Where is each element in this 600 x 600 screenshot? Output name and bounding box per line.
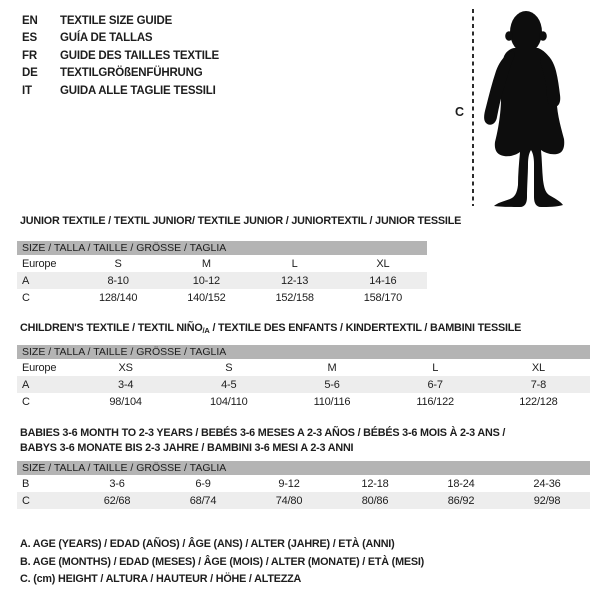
size-value: 98/104 (109, 395, 142, 408)
size-value: L (291, 257, 298, 270)
size-value: 5-6 (324, 378, 340, 391)
table-row (17, 289, 427, 306)
babies-size-grid (17, 475, 590, 509)
language-row (22, 13, 219, 30)
language-row (22, 48, 219, 65)
junior-size-table (17, 241, 427, 306)
row-label: A (22, 378, 30, 391)
size-value: 104/110 (210, 395, 248, 408)
table-row (17, 359, 590, 376)
height-marker-line (472, 9, 474, 206)
size-header-bar: SIZE / TALLA / TAILLE / GRÖSSE / TAGLIA (17, 461, 590, 475)
babies-title-line1: BABIES 3-6 MONTH TO 2-3 YEARS / BEBÉS 3-6 MESES A 2-3 AÑOS / BÉBÉS 3-6 MOIS À 2-3 ANS / (20, 427, 506, 439)
children-table-title (20, 322, 521, 335)
size-value: 128/140 (98, 291, 138, 304)
size-header-bar: SIZE / TALLA / TAILLE / GRÖSSE / TAGLIA (17, 241, 427, 255)
size-value: 4-5 (221, 378, 237, 391)
children-size-table (17, 345, 590, 410)
footnote-height: C. (cm) HEIGHT / ALTURA / HAUTEUR / HÖHE / ALTEZZA (20, 573, 302, 585)
language-row (22, 30, 219, 47)
babies-table-title (20, 426, 580, 456)
size-value: 62/68 (103, 494, 131, 507)
language-code: ES (22, 32, 37, 45)
size-value: 6-7 (427, 378, 443, 391)
size-header-bar: SIZE / TALLA / TAILLE / GRÖSSE / TAGLIA (17, 345, 590, 359)
children-title-subscript: /A (202, 326, 210, 335)
size-value: 122/128 (519, 395, 558, 408)
table-row (17, 393, 590, 410)
row-label: B (22, 477, 30, 490)
row-label: Europe (22, 257, 57, 270)
children-title-pre: CHILDREN'S TEXTILE / TEXTIL NIÑO (20, 322, 203, 334)
baby-silhouette-icon (484, 8, 568, 208)
size-value: 8-10 (107, 274, 129, 287)
language-code: FR (22, 49, 37, 62)
row-label: C (22, 395, 30, 408)
junior-size-grid (17, 255, 427, 306)
language-code: IT (22, 84, 32, 97)
size-value: 24-36 (533, 477, 561, 490)
size-value: 3-6 (109, 477, 125, 490)
size-value: 80/86 (361, 494, 389, 507)
language-row (22, 83, 219, 100)
row-label: C (22, 291, 30, 304)
table-row (17, 255, 427, 272)
height-marker-label: C (455, 105, 465, 119)
children-size-grid (17, 359, 590, 410)
size-value: 158/170 (363, 291, 403, 304)
size-value: S (114, 257, 122, 270)
language-text: GUIDA ALLE TAGLIE TESSILI (60, 84, 216, 97)
size-value: 9-12 (278, 477, 300, 490)
size-value: 68/74 (189, 494, 217, 507)
babies-title-line2: BABYS 3-6 MONATE BIS 2-3 JAHRE / BAMBINI 3-6 MESI A 2-3 ANNI (20, 442, 354, 454)
language-text: TEXTILGRÖßENFÜHRUNG (60, 67, 203, 80)
footnote-age-years: A. AGE (YEARS) / EDAD (AÑOS) / ÂGE (ANS) / ALTER (JAHRE) / ETÀ (ANNI) (20, 538, 395, 550)
size-value: 116/122 (416, 395, 454, 408)
row-label: Europe (22, 361, 57, 374)
size-value: 10-12 (192, 274, 220, 287)
row-label: A (22, 274, 30, 287)
table-row (17, 376, 590, 393)
size-value: L (432, 361, 439, 374)
size-value: 7-8 (530, 378, 547, 391)
table-row (17, 492, 590, 509)
size-value: 12-18 (361, 477, 389, 490)
footnote-age-months: B. AGE (MONTHS) / EDAD (MESES) / ÂGE (MOIS) / ALTER (MONATE) / ETÀ (MESI) (20, 555, 425, 568)
size-value: 18-24 (447, 477, 475, 490)
language-row (22, 65, 219, 82)
size-value: 6-9 (195, 477, 211, 490)
size-value: 74/80 (275, 494, 303, 507)
size-value: 86/92 (447, 494, 475, 507)
table-row (17, 272, 427, 289)
size-value: 140/152 (187, 291, 226, 304)
language-code: DE (22, 67, 38, 80)
language-text: GUIDE DES TAILLES TEXTILE (60, 49, 219, 62)
size-value: 3-4 (117, 378, 134, 391)
size-value: 152/158 (275, 291, 314, 304)
size-value: 12-13 (281, 274, 309, 287)
size-value: XL (531, 361, 545, 374)
babies-size-table (17, 461, 590, 509)
language-list (22, 13, 219, 100)
size-value: XS (118, 361, 133, 374)
language-text: GUÍA DE TALLAS (60, 32, 153, 45)
children-title-post: / TEXTILE DES ENFANTS / KINDERTEXTIL / BAMBINI TESSILE (209, 322, 522, 334)
size-value: 92/98 (533, 494, 561, 507)
table-row (17, 475, 590, 492)
footnotes (20, 536, 424, 589)
size-value: S (225, 361, 233, 374)
size-value: XL (376, 257, 390, 270)
language-code: EN (22, 15, 38, 27)
size-value: 14-16 (369, 274, 397, 287)
size-value: 110/116 (313, 395, 351, 408)
junior-table-title: JUNIOR TEXTILE / TEXTIL JUNIOR/ TEXTILE JUNIOR / JUNIORTEXTIL / JUNIOR TESSILE (20, 215, 462, 227)
language-text: TEXTILE SIZE GUIDE (60, 15, 173, 27)
size-value: M (201, 257, 211, 270)
size-value: M (327, 361, 337, 374)
row-label: C (22, 494, 30, 507)
